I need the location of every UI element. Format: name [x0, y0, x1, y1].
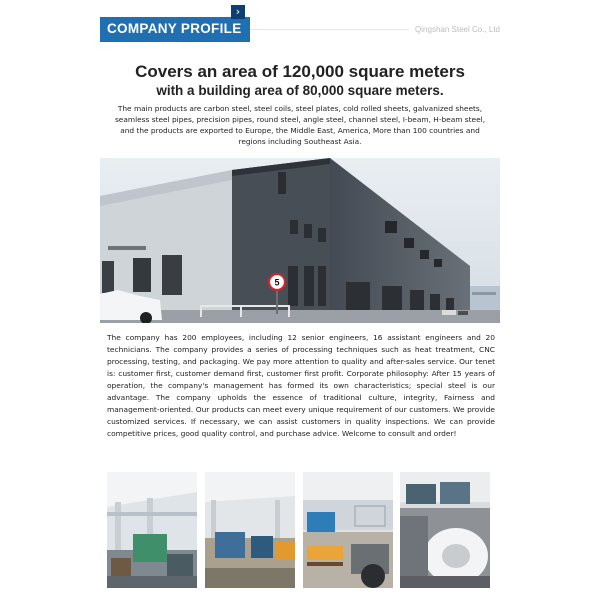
company-name: Qingshan Steel Co., Ltd [409, 25, 500, 34]
speed-limit-label: 5 [274, 277, 280, 288]
section-badge [100, 17, 250, 42]
intro-paragraph: The main products are carbon steel, steel coils, steel plates, cold rolled sheets, galvanized sheets, seamless steel pipes, precision pipes, round steel, angle steel, channel steel, I-beam, H-beam steel, and the products are exported to Europe, the Middle East, America, More than 100 countries and regions including Southeast Asia. [114, 104, 486, 146]
workshop-photo-3 [303, 472, 393, 588]
headline-line-1: Covers an area of 120,000 square meters [135, 62, 465, 81]
company-description: The company has 200 employees, including 12 senior engineers, 16 assistant engineers and 20 technicians. The company provides a series of processing techniques such as heat treatment, CNC processing, testing, and packaging. We pay more attention to quality and after-sales service. Our tenet is: customer first, customer demand first, customer first profit. Corporate philosophy: After 15 years of operation, the company's management has formed its own characteristics; special steel is our advantage. The company upholds the essence of traditional culture, integrity, Fairness and management-oriented. Our products can meet every unique requirement of our customers. We provide customized services. If necessary, we can assist customers in quality inspections. We can provide competitive prices, good quality control, and purchase advice. Welcome to consult and order! [107, 333, 495, 438]
section-title: COMPANY PROFILE [107, 21, 242, 36]
section-header [100, 17, 500, 42]
headline-line-2: with a building area of 80,000 square meters. [156, 83, 444, 98]
workshop-photo-1 [107, 472, 197, 588]
workshop-photo-4 [400, 472, 490, 588]
workshop-photo-2 [205, 472, 295, 588]
headline [100, 62, 500, 100]
chevron-right-icon: › [231, 5, 245, 19]
factory-building-photo [100, 158, 500, 323]
